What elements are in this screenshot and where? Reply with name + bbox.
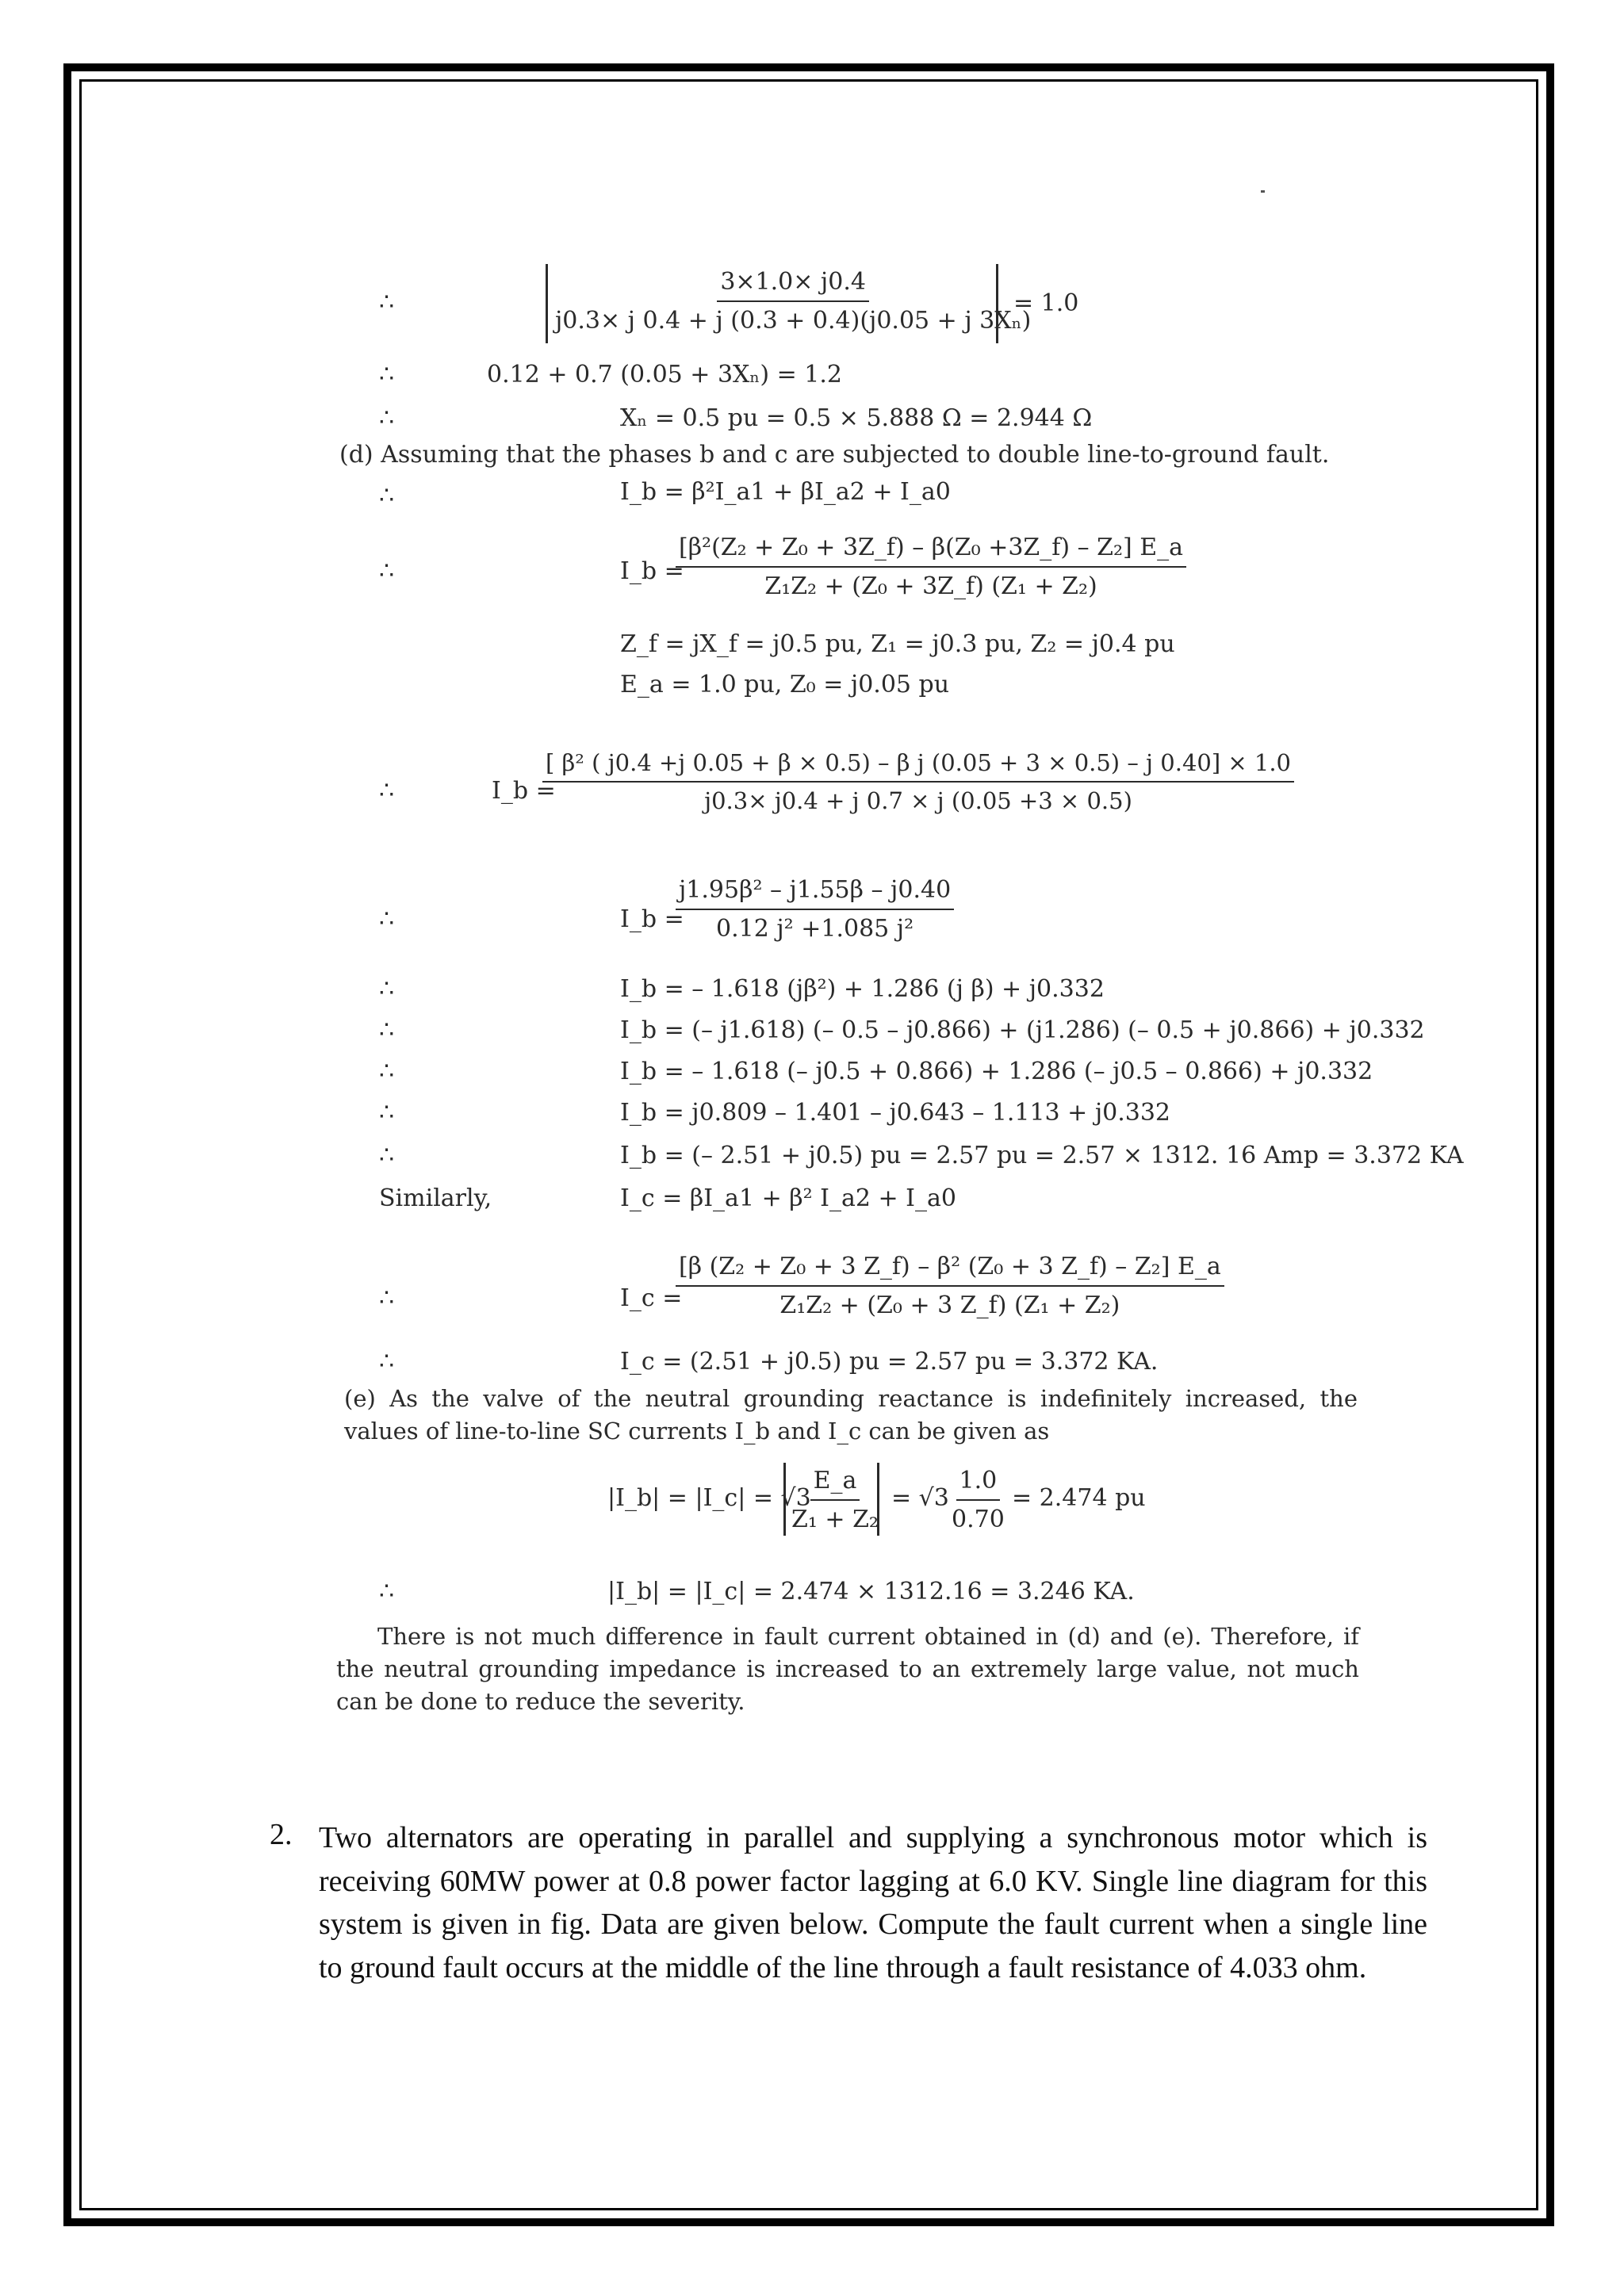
therefore-symbol: ∴ [379, 905, 395, 933]
part-d-heading: (d) Assuming that the phases b and c are subjected to double line-to-ground fault. [339, 441, 1330, 469]
fraction-numerator: [β (Z₂ + Z₀ + 3 Z_f) – β² (Z₀ + 3 Z_f) – Z₂] E_a [676, 1253, 1224, 1287]
equation: I_b = – 1.618 (– j0.5 + 0.866) + 1.286 (– j0.5 – 0.866) + j0.332 [620, 1058, 1373, 1085]
equation: I_b = j0.809 – 1.401 – j0.643 – 1.113 + j0.332 [620, 1099, 1171, 1127]
abs-bar-left [783, 1463, 786, 1536]
equation: E_a = 1.0 pu, Z₀ = j0.05 pu [620, 671, 950, 698]
therefore-symbol: ∴ [379, 1284, 395, 1312]
therefore-symbol: ∴ [379, 289, 395, 316]
equation: Xₙ = 0.5 pu = 0.5 × 5.888 Ω = 2.944 Ω [620, 404, 1093, 432]
therefore-symbol: ∴ [379, 1578, 395, 1605]
equation-fraction [788, 1467, 882, 1533]
question-text: Two alternators are operating in parallel and supplying a synchronous motor which is receiving 60MW power at 0.8 power factor lagging at 6.0 KV. Single line diagram for this system is given in fig. Data are given below. Compute the fault current when a single line to ground fault occurs at the middle of the line through a fault resistance of 4.033 ohm. [319, 1821, 1427, 1984]
equation-mid: = √3 [891, 1484, 949, 1512]
equation-fraction [676, 534, 1186, 600]
therefore-symbol: ∴ [379, 1016, 395, 1044]
conclusion-paragraph: There is not much difference in fault current obtained in (d) and (e). Therefore, if the neutral grounding impedance is increased to an extremely large value, not much can be done to reduce the severity. [336, 1623, 1359, 1715]
equation-lhs: I_b = [620, 557, 684, 585]
therefore-symbol: ∴ [379, 1099, 395, 1127]
therefore-symbol: ∴ [379, 404, 395, 432]
abs-bar-left [546, 264, 548, 343]
therefore-symbol: ∴ [379, 1058, 395, 1085]
fraction-denominator: Z₁Z₂ + (Z₀ + 3 Z_f) (Z₁ + Z₂) [779, 1292, 1120, 1319]
equation-fraction [676, 876, 954, 943]
fraction-numerator: [β²(Z₂ + Z₀ + 3Z_f) – β(Z₀ +3Z_f) – Z₂] E_a [676, 534, 1186, 568]
equation-lhs: I_c = [620, 1284, 683, 1312]
fraction-denominator: Z₁Z₂ + (Z₀ + 3Z_f) (Z₁ + Z₂) [764, 572, 1097, 600]
fraction-numerator: j1.95β² – j1.55β – j0.40 [676, 876, 954, 910]
question-number: 2. [270, 1818, 293, 1851]
fraction-denominator: j0.3× j0.4 + j 0.7 × j (0.05 +3 × 0.5) [704, 787, 1132, 814]
fraction-numerator: E_a [810, 1467, 860, 1501]
equation-lhs: I_b = [620, 905, 684, 933]
equation-rhs: = 2.474 pu [1012, 1484, 1146, 1512]
therefore-symbol: ∴ [379, 1348, 395, 1376]
equation: I_b = – 1.618 (jβ²) + 1.286 (j β) + j0.332 [620, 975, 1105, 1003]
similarly-label: Similarly, [379, 1184, 492, 1212]
equation: I_c = βI_a1 + β² I_a2 + I_a0 [620, 1184, 956, 1212]
therefore-symbol: ∴ [379, 777, 395, 805]
therefore-symbol: ∴ [379, 482, 395, 510]
fraction-numerator: 3×1.0× j0.4 [717, 268, 869, 302]
equation-fraction [542, 749, 1294, 814]
therefore-symbol: ∴ [379, 1142, 395, 1169]
fraction-denominator: 0.70 [952, 1506, 1005, 1533]
abs-bar-right [877, 1463, 879, 1536]
equation-fraction [676, 1253, 1224, 1319]
fraction-numerator: 1.0 [956, 1467, 1001, 1501]
equation: I_c = (2.51 + j0.5) pu = 2.57 pu = 3.372 KA. [620, 1348, 1159, 1376]
equation: I_b = (– 2.51 + j0.5) pu = 2.57 pu = 2.57 × 1312. 16 Amp = 3.372 KA [620, 1142, 1464, 1169]
equation: 0.12 + 0.7 (0.05 + 3Xₙ) = 1.2 [487, 361, 843, 388]
equation: |I_b| = |I_c| = 2.474 × 1312.16 = 3.246 KA. [607, 1578, 1135, 1605]
therefore-symbol: ∴ [379, 361, 395, 388]
therefore-symbol: ∴ [379, 557, 395, 585]
equation: Z_f = jX_f = j0.5 pu, Z₁ = j0.3 pu, Z₂ = j0.4 pu [620, 630, 1175, 658]
equation: I_b = (– j1.618) (– 0.5 – j0.866) + (j1.286) (– 0.5 + j0.866) + j0.332 [620, 1016, 1425, 1044]
scan-mark [1261, 190, 1265, 193]
fraction-denominator: 0.12 j² +1.085 j² [716, 915, 914, 943]
fraction-numerator: [ β² ( j0.4 +j 0.05 + β × 0.5) – β j (0.05 + 3 × 0.5) – j 0.40] × 1.0 [542, 749, 1294, 783]
fraction-denominator: j0.3× j 0.4 + j (0.3 + 0.4)(j0.05 + j 3Xₙ) [555, 307, 1032, 335]
abs-bar-right [996, 264, 998, 343]
equation-fraction [948, 1467, 1008, 1533]
equation-fraction [552, 268, 1034, 335]
therefore-symbol: ∴ [379, 975, 395, 1003]
equation-rhs: = 1.0 [1013, 289, 1079, 317]
equation: I_b = β²I_a1 + βI_a2 + I_a0 [620, 478, 951, 506]
fraction-denominator: Z₁ + Z₂ [791, 1506, 879, 1533]
part-e-paragraph: (e) As the valve of the neutral grounding reactance is indefinitely increased, the values of line-to-line SC currents I_b and I_c can be given as [344, 1385, 1358, 1445]
equation-lhs: |I_b| = |I_c| = √3 [607, 1484, 811, 1512]
equation-lhs: I_b = [492, 777, 556, 805]
